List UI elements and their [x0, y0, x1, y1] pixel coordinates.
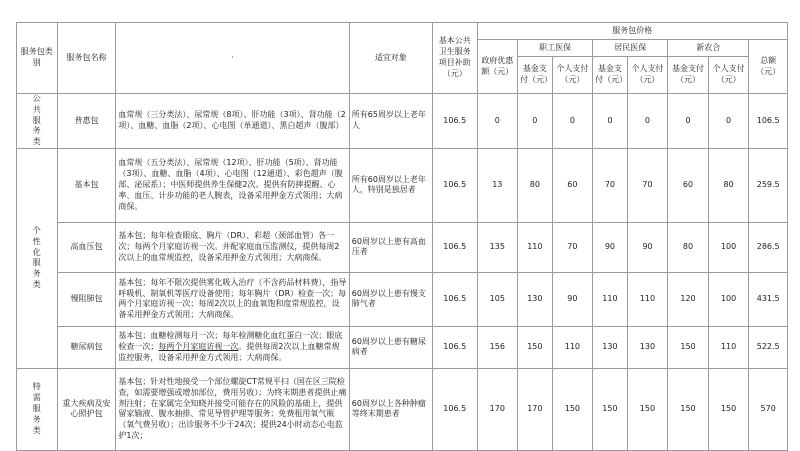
package-target: 60周岁以上患有糖尿病者	[349, 326, 432, 368]
resident-fund-value: 90	[593, 222, 627, 272]
rural-fund-value: 0	[668, 94, 709, 149]
package-target: 所有65周岁以上老年人	[349, 94, 432, 149]
table-row	[17, 272, 788, 326]
package-name: 高血压包	[57, 222, 116, 272]
staff-fund-value: 130	[518, 272, 552, 326]
header-rural-fund: 基金支付（元）	[668, 57, 709, 94]
staff-fund-value: 0	[518, 94, 552, 149]
content-part: 。提供每周2次以上血糖常规监控服务，设备采用押金方式领用；大病商保。	[118, 342, 340, 362]
rural-personal-value: 100	[708, 222, 749, 272]
package-target: 60周岁以上各种肿瘤等终末期患者	[349, 368, 432, 450]
resident-fund-value: 0	[593, 94, 627, 149]
total-value: 259.5	[749, 148, 788, 222]
table-row	[17, 222, 788, 272]
total-value: 431.5	[749, 272, 788, 326]
fund-value: 106.5	[432, 222, 477, 272]
resident-personal-value: 130	[627, 326, 668, 368]
header-staff-fund: 基金支付（元）	[518, 57, 552, 94]
package-name: 重大疾病及安心照护包	[57, 368, 116, 450]
package-target: 所有60周岁以上老年人，特别是独居者	[349, 148, 432, 222]
header-resident-fund: 基金支付（元）	[593, 57, 627, 94]
package-name: 普惠包	[57, 94, 116, 149]
table-row	[17, 326, 788, 368]
total-value: 286.5	[749, 222, 788, 272]
fund-value: 106.5	[432, 368, 477, 450]
gov-value: 13	[477, 148, 518, 222]
header-resident: 居民医保	[593, 40, 668, 57]
resident-personal-value: 70	[627, 148, 668, 222]
staff-personal-value: 70	[552, 222, 593, 272]
resident-personal-value: 0	[627, 94, 668, 149]
total-value: 522.5	[749, 326, 788, 368]
resident-personal-value: 90	[627, 222, 668, 272]
header-resident-personal: 个人支付（元）	[627, 57, 668, 94]
header-price-group: 服务包价格	[477, 23, 787, 40]
staff-personal-value: 0	[552, 94, 593, 149]
header-target: 适宜对象	[349, 23, 432, 94]
package-name: 糖尿病包	[57, 326, 116, 368]
package-name: 慢阻肺包	[57, 272, 116, 326]
resident-fund-value: 130	[593, 326, 627, 368]
staff-personal-value: 90	[552, 272, 593, 326]
total-value: 570	[749, 368, 788, 450]
resident-fund-value: 110	[593, 272, 627, 326]
staff-fund-value: 150	[518, 326, 552, 368]
staff-personal-value: 150	[552, 368, 593, 450]
gov-value: 156	[477, 326, 518, 368]
service-package-table	[16, 22, 788, 451]
package-content: 基本包；针对性地接受一个部位螺旋CT常规平扫（国在区三院检查，如需要增强或增加部位，费用另收）；为终末期患者提供止痛剂注射；在家属完全知晓并接受可能存在的风险的基础上，提供留家输液、腹水抽排、常见导管护理等服务；免费租用氧气瓶（氧气费另收）；出诊服务不少于24次；提供24小时动态心电监护1次；	[116, 368, 349, 450]
table-row	[17, 148, 788, 222]
staff-fund-value: 170	[518, 368, 552, 450]
resident-personal-value: 110	[627, 272, 668, 326]
package-content: 血常规（三分类法）、尿常规（8项）、肝功能（3项）、肾功能（2项）、血糖、血脂（2项）、心电图（单通道）、黑白超声（腹部）	[116, 94, 349, 149]
group-public: 公共服务类	[17, 94, 58, 149]
gov-value: 170	[477, 368, 518, 450]
header-staff: 职工医保	[518, 40, 593, 57]
gov-value: 105	[477, 272, 518, 326]
staff-fund-value: 80	[518, 148, 552, 222]
staff-fund-value: 110	[518, 222, 552, 272]
group-personal: 个性化服务类	[17, 148, 58, 368]
resident-fund-value: 70	[593, 148, 627, 222]
rural-personal-value: 100	[708, 272, 749, 326]
fund-value: 106.5	[432, 326, 477, 368]
resident-fund-value: 150	[593, 368, 627, 450]
resident-personal-value: 150	[627, 368, 668, 450]
rural-personal-value: 0	[708, 94, 749, 149]
rural-fund-value: 150	[668, 326, 709, 368]
table-row	[17, 94, 788, 149]
content-underlined: 每两个月家庭访视一次	[158, 342, 239, 352]
header-category: 服务包类别	[17, 23, 58, 94]
package-content: 基本包；每年检查眼底、胸片（DR）、彩超（颈部血管）各一次；每两个月家庭访视一次。并配家庭血压监测仪，提供每周2次以上的血常规监控，设备采用押金方式领用；大病商保。	[116, 222, 349, 272]
gov-value: 0	[477, 94, 518, 149]
fund-value: 106.5	[432, 94, 477, 149]
rural-fund-value: 150	[668, 368, 709, 450]
header-fund: 基本公共卫生服务项目补助（元）	[432, 23, 477, 94]
header-total: 总额（元）	[749, 40, 788, 94]
staff-personal-value: 60	[552, 148, 593, 222]
staff-personal-value: 110	[552, 326, 593, 368]
table-row	[17, 368, 788, 450]
header-staff-personal: 个人支付（元）	[552, 57, 593, 94]
header-content: ·	[116, 23, 349, 94]
header-rural: 新农合	[668, 40, 749, 57]
fund-value: 106.5	[432, 272, 477, 326]
rural-fund-value: 80	[668, 222, 709, 272]
rural-fund-value: 120	[668, 272, 709, 326]
total-value: 106.5	[749, 94, 788, 149]
content-part: 基本包；血糖检测每月一次；每年检测糖化血红蛋白一次；眼底检查一次；	[118, 331, 343, 352]
rural-personal-value: 150	[708, 368, 749, 450]
header-gov: 政府优惠额（元）	[477, 40, 518, 94]
package-target: 60周岁以上患有慢支肺气者	[349, 272, 432, 326]
gov-value: 135	[477, 222, 518, 272]
package-content: 基本包；每年不限次提供雾化吸入治疗（不含药品材料费），指导呼吸机、制氧机等医疗设备使用；每年胸片（DR）检查一次；每两个月家庭访视一次；每周2次以上的血氧饱和度常规监控，设备采用押金方式领用；大病商保。	[116, 272, 349, 326]
package-content: 血常规（五分类法）、尿常规（12项）、肝功能（5项）、肾功能（3项）、血糖、血脂（4项）、心电图（12通道）、彩色超声（腹部、泌尿系）；中医师提供养生保健2次。提供有防摔提醒、心率、血压、计步功能的老人腕表，设备采用押金方式领用；大病商保。	[116, 148, 349, 222]
fund-value: 106.5	[432, 148, 477, 222]
package-content	[116, 326, 349, 368]
rural-personal-value: 80	[708, 148, 749, 222]
package-target: 60周岁以上患有高血压者	[349, 222, 432, 272]
rural-personal-value: 110	[708, 326, 749, 368]
header-name: 服务包名称	[57, 23, 116, 94]
group-special: 特需服务类	[17, 368, 58, 450]
header-rural-personal: 个人支付（元）	[708, 57, 749, 94]
rural-fund-value: 60	[668, 148, 709, 222]
package-name: 基本包	[57, 148, 116, 222]
